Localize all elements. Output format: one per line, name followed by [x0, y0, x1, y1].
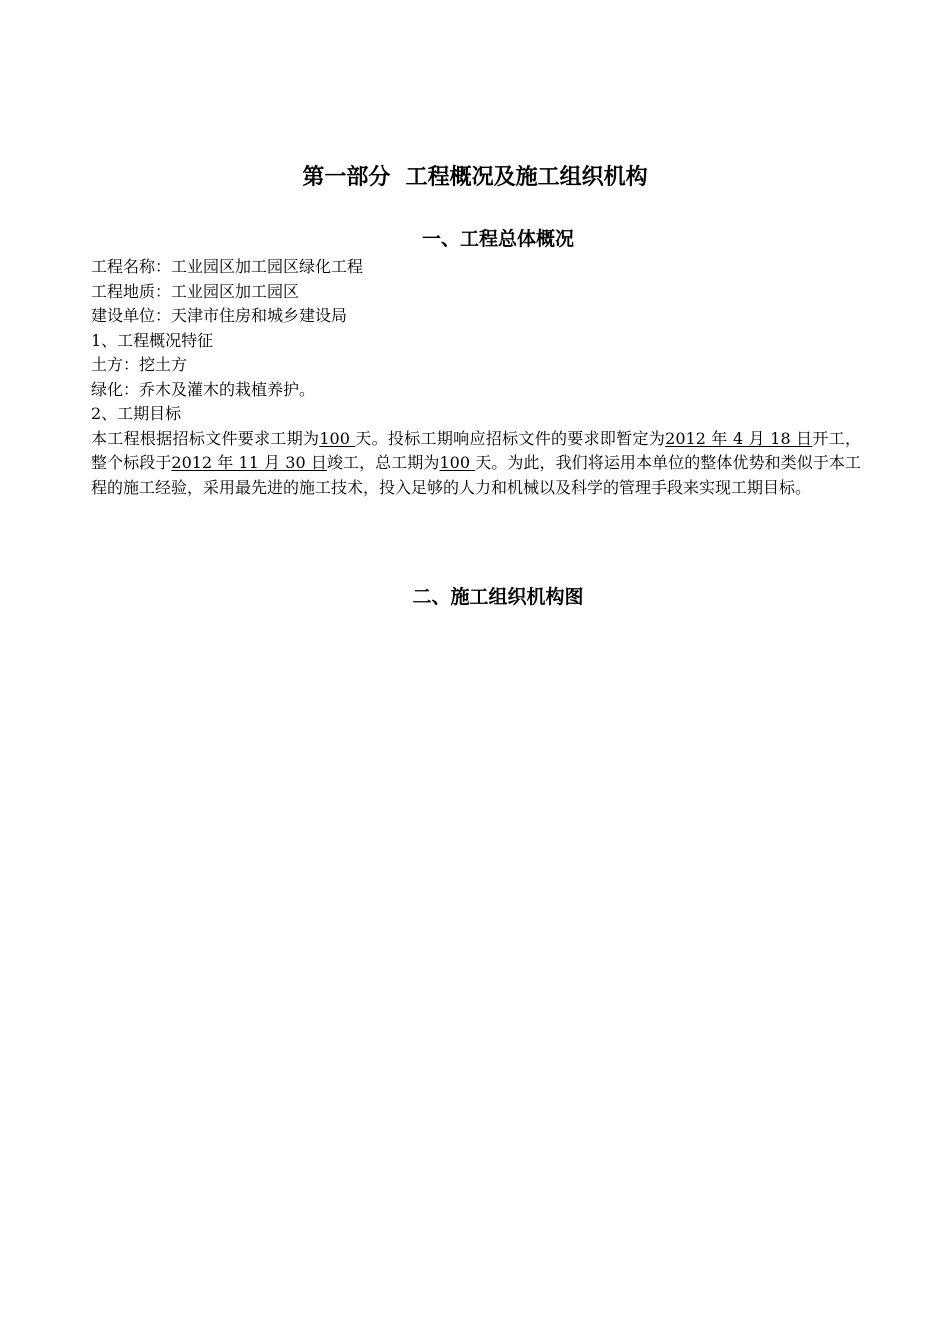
schedule-text-4: 竣工，总工期为: [326, 453, 440, 472]
section-heading-org-chart: 二、施工组织机构图: [412, 586, 584, 608]
required-duration: 100: [319, 428, 356, 448]
schedule-text-5: 天。为此，我们将运用本单位的整体优势和类似于本工程的施工经验，采用最先进的施工技术，投入足够的人力和机械以及科学的管理手段来实现工期目标。: [91, 453, 861, 497]
start-date: 2012 年 4 月 18 日: [665, 428, 813, 448]
owner-line: 建设单位：天津市住房和城乡建设局: [91, 306, 348, 325]
section-heading-overview: 一、工程总体概况: [421, 228, 574, 250]
features-heading: 1、工程概况特征: [91, 330, 214, 350]
schedule-text-3: 开工，整个标段于: [91, 428, 861, 472]
project-site-line: 工程地质：工业园区加工园区: [91, 281, 300, 301]
overview-body: [91, 255, 861, 500]
schedule-heading: 2、工期目标: [91, 404, 182, 423]
total-duration: 100: [439, 453, 476, 472]
schedule-text-1: 本工程根据招标文件要求工期为: [91, 428, 320, 448]
document-title: 第一部分 工程概况及施工组织机构: [302, 165, 648, 190]
earthwork-line: 土方：挖土方: [91, 355, 188, 374]
schedule-paragraph: [91, 427, 861, 501]
schedule-text-2: 天。投标工期响应招标文件的要求即暂定为: [355, 428, 666, 448]
completion-date: 2012 年 11 月 30 日: [171, 453, 327, 472]
project-name-line: 工程名称：工业园区加工园区绿化工程: [91, 257, 364, 276]
greening-line: 绿化：乔木及灌木的栽植养护。: [91, 379, 316, 399]
